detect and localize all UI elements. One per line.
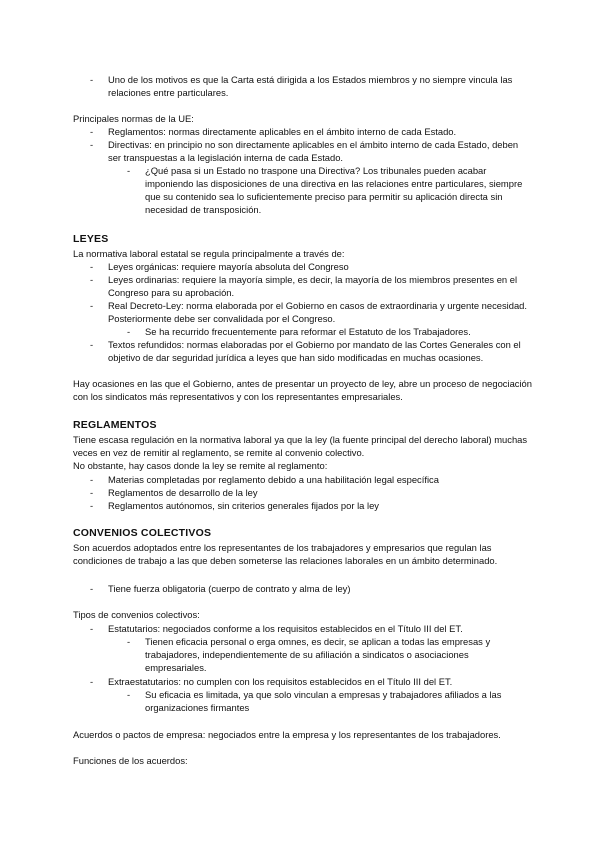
normas-item-text: Directivas: en principio no son directamente aplicables en el ámbito interno de cada Estado, deben ser transpuestas a la legislación interna de cada Estado. — [108, 139, 519, 163]
section-heading-convenios: CONVENIOS COLECTIVOS — [73, 527, 212, 539]
reglamentos-intro: Tiene escasa regulación en la normativa laboral ya que la ley (la fuente principal del derecho laboral) muchas veces en vez de remitir al reglamento, se remite al convenio colectivo. — [73, 434, 528, 458]
leyes-closing: Hay ocasiones en las que el Gobierno, antes de presentar un proyecto de ley, abre un proceso de negociación con los sindicatos más representativos y con los representantes empresariales. — [73, 378, 532, 402]
convenios-intro: Son acuerdos adoptados entre los representantes de los trabajadores y empresarios que regulan las condiciones de trabajo a las que deben someterse las relaciones laborales en un ámbito determinado. — [73, 542, 498, 566]
list-item — [90, 299, 528, 325]
bullet-dash: - — [90, 339, 94, 350]
convenios-item-text: Tiene fuerza obligatoria (cuerpo de contrato y alma de ley) — [108, 583, 351, 594]
list-item — [90, 73, 528, 99]
normas-title: Principales normas de la UE: — [73, 113, 194, 124]
reglamentos-item-text: Reglamentos de desarrollo de la ley — [108, 487, 258, 498]
bullet-dash: - — [90, 583, 94, 594]
bullet-dash: - — [90, 676, 94, 687]
list-item — [90, 273, 528, 299]
bullet-dash: - — [90, 126, 94, 137]
bullet-dash: - — [90, 487, 94, 498]
bullet-dash: - — [127, 689, 131, 700]
funciones-title: Funciones de los acuerdos: — [73, 755, 188, 766]
leyes-item-text: Real Decreto-Ley: norma elaborada por el Gobierno en casos de extraordinaria y urgente necesidad. Posteriormente debe ser convalidada por el Congreso. — [108, 300, 527, 324]
bullet-dash: - — [90, 300, 94, 311]
bullet-dash: - — [127, 326, 131, 337]
bullet-dash: - — [127, 165, 131, 176]
intro-bullet-text: Uno de los motivos es que la Carta está dirigida a los Estados miembros y no siempre vincula las relaciones entre particulares. — [108, 74, 513, 98]
list-subitem — [127, 164, 525, 216]
tipos-sub-text: Su eficacia es limitada, ya que solo vinculan a empresas y trabajadores afiliados a las organizaciones firmantes — [145, 689, 502, 713]
list-subitem — [127, 325, 525, 338]
section-heading-leyes: LEYES — [73, 233, 109, 245]
acuerdos-text: Acuerdos o pactos de empresa: negociados entre la empresa y los representantes de los trabajadores. — [73, 729, 501, 740]
normas-item-text: Reglamentos: normas directamente aplicables en el ámbito interno de cada Estado. — [108, 126, 457, 137]
list-item — [90, 499, 528, 512]
reglamentos-item-text: Reglamentos autónomos, sin criterios generales fijados por la ley — [108, 500, 379, 511]
list-item — [90, 473, 528, 486]
leyes-item-text: Textos refundidos: normas elaboradas por el Gobierno por mandato de las Cortes Generales con el objetivo de dar seguridad jurídica a leyes que han sido modificadas en muchas ocasiones. — [108, 339, 521, 363]
tipos-item-text: Estatutarios: negociados conforme a los requisitos establecidos en el Título III del ET. — [108, 623, 463, 634]
list-item — [90, 125, 528, 138]
bullet-dash: - — [90, 623, 94, 634]
tipos-item-text: Extraestatutarios: no cumplen con los requisitos establecidos en el Título III del ET. — [108, 676, 453, 687]
list-item — [90, 675, 528, 688]
reglamentos-intro2: No obstante, hay casos donde la ley se remite al reglamento: — [73, 460, 328, 471]
normas-sub-text: ¿Qué pasa si un Estado no traspone una Directiva? Los tribunales pueden acabar imponiendo las disposiciones de una directiva en las relaciones entre particulares, siempre que su contenido sea lo suficientemente preciso para permitir su aplicación directa sin necesidad de transposición. — [145, 165, 523, 215]
bullet-dash: - — [90, 500, 94, 511]
list-item — [90, 622, 528, 635]
leyes-item-text: Leyes orgánicas: requiere mayoría absoluta del Congreso — [108, 261, 349, 272]
list-item — [90, 582, 528, 595]
list-item — [90, 338, 528, 364]
list-subitem — [127, 688, 525, 714]
leyes-sub-text: Se ha recurrido frecuentemente para reformar el Estatuto de los Trabajadores. — [145, 326, 471, 337]
tipos-title: Tipos de convenios colectivos: — [73, 609, 200, 620]
bullet-dash: - — [90, 274, 94, 285]
leyes-intro: La normativa laboral estatal se regula principalmente a través de: — [73, 248, 345, 259]
bullet-dash: - — [90, 474, 94, 485]
bullet-dash: - — [90, 74, 94, 85]
list-subitem — [127, 635, 525, 674]
bullet-dash: - — [90, 261, 94, 272]
bullet-dash: - — [127, 636, 131, 647]
list-item — [90, 260, 528, 273]
reglamentos-item-text: Materias completadas por reglamento debido a una habilitación legal específica — [108, 474, 439, 485]
bullet-dash: - — [90, 139, 94, 150]
section-heading-reglamentos: REGLAMENTOS — [73, 419, 157, 431]
list-item — [90, 138, 528, 164]
leyes-item-text: Leyes ordinarias: requiere la mayoría simple, es decir, la mayoría de los miembros presentes en el Congreso para su aprobación. — [108, 274, 518, 298]
tipos-sub-text: Tienen eficacia personal o erga omnes, es decir, se aplican a todas las empresas y trabajadores, independientemente de su afiliación a sindicatos o asociaciones empresariales. — [145, 636, 491, 673]
list-item — [90, 486, 528, 499]
